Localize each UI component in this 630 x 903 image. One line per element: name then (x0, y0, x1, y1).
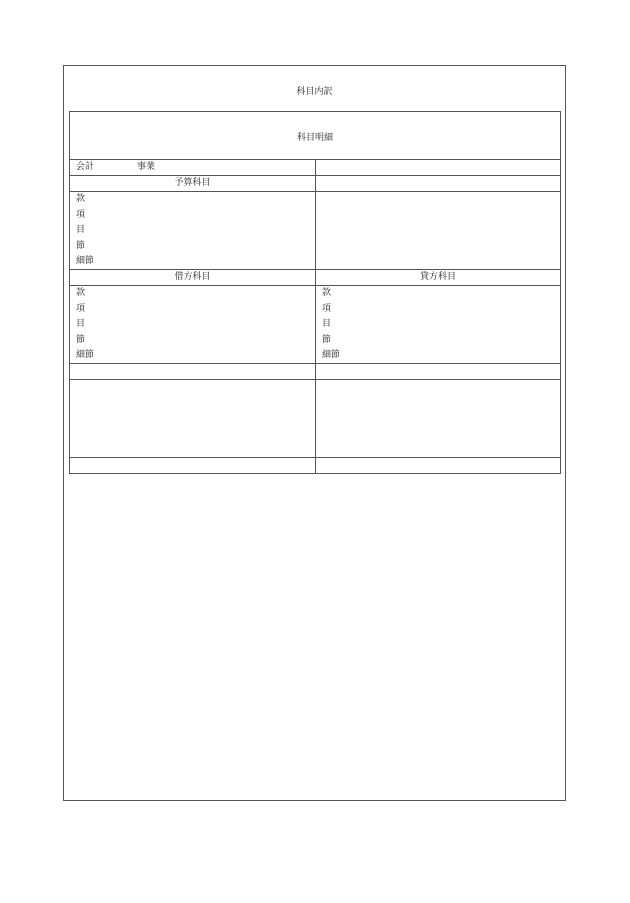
detail-table (69, 111, 561, 474)
project-label: 事業 (137, 162, 156, 172)
debit-item: 細節 (76, 350, 95, 361)
budget-item: 細節 (76, 256, 95, 267)
debit-item: 目 (76, 319, 86, 330)
document-title: 科目内訳 (296, 87, 333, 97)
debit-item: 節 (76, 334, 86, 345)
debit-item: 項 (76, 303, 86, 314)
account-label: 会計 (76, 162, 95, 172)
credit-item: 細節 (322, 350, 341, 361)
credit-item: 項 (322, 303, 332, 314)
debit-header: 借方科目 (174, 272, 211, 282)
budget-item: 款 (76, 194, 86, 204)
budget-item: 項 (76, 209, 86, 220)
budget-header: 予算科目 (174, 178, 211, 188)
debit-item: 款 (76, 288, 86, 298)
budget-item: 節 (76, 240, 86, 251)
credit-header: 貸方科目 (419, 272, 456, 282)
debit-items (76, 286, 94, 364)
credit-item: 款 (322, 288, 332, 298)
column-divider (315, 159, 316, 474)
credit-item: 節 (322, 334, 332, 345)
budget-items (76, 192, 94, 270)
detail-title: 科目明細 (296, 133, 333, 143)
credit-items (322, 286, 340, 364)
credit-item: 目 (322, 319, 332, 330)
budget-item: 目 (76, 225, 86, 236)
